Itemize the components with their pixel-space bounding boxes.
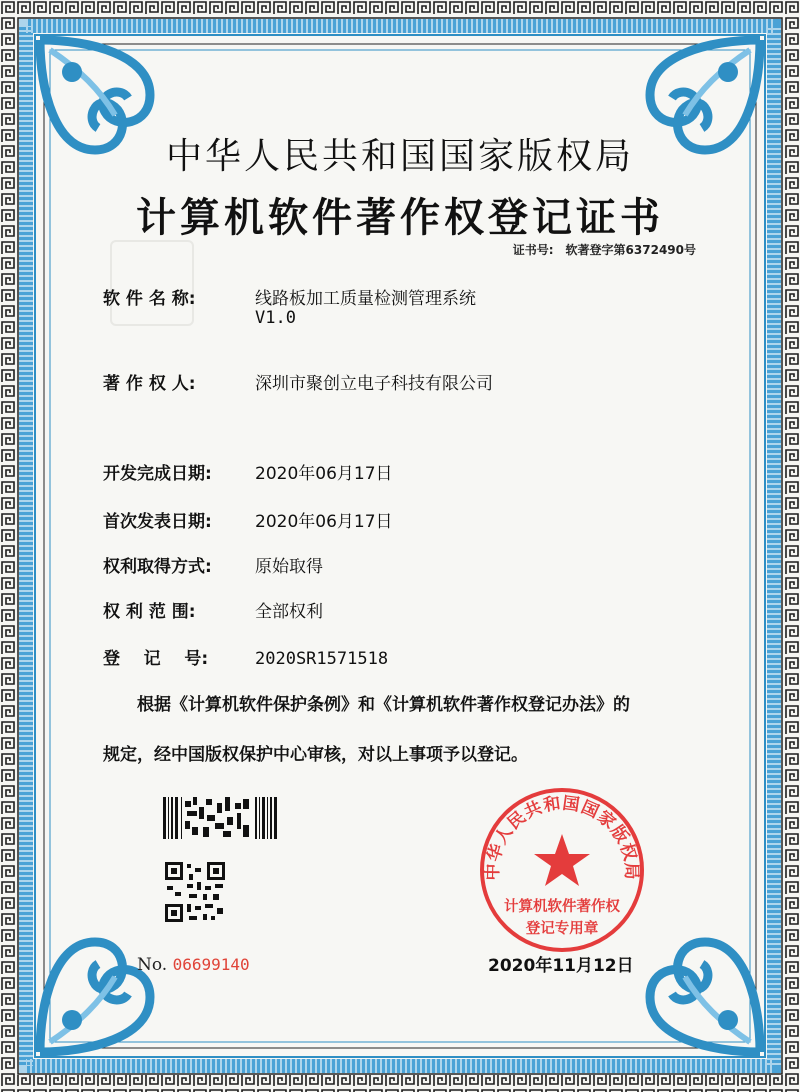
field-copyright-owner (103, 369, 493, 394)
corner-ornament-bottom-right (650, 942, 760, 1052)
document-title: 计算机软件著作权登记证书 (136, 195, 664, 241)
field-value: 2020年06月17日 (255, 464, 393, 484)
field-software-name (103, 284, 476, 309)
serial-value: 06699140 (172, 955, 250, 974)
field-software-version (103, 308, 296, 328)
field-rights-scope (103, 597, 323, 622)
issuing-authority: 中华人民共和国国家版权局 (165, 136, 634, 177)
serial-prefix: No. (137, 955, 168, 975)
corner-ornament-bottom-left (40, 942, 150, 1052)
field-publication-date (103, 507, 393, 532)
field-value: 2020年06月17日 (255, 512, 393, 532)
field-acquisition-method (103, 552, 323, 577)
field-registration-number (103, 644, 388, 669)
svg-text:中华人民共和国国家版权局: 中华人民共和国国家版权局 (482, 793, 642, 881)
field-label: 开发完成日期: (103, 464, 212, 484)
statement-paragraph (103, 680, 723, 780)
field-value: 原始取得 (255, 557, 323, 577)
field-value: 深圳市聚创立电子科技有限公司 (255, 374, 493, 394)
serial-number (137, 955, 250, 975)
field-development-date (103, 459, 393, 484)
field-label: 首次发表日期: (103, 512, 212, 532)
barcode (163, 797, 278, 839)
certificate-number (513, 241, 696, 258)
field-label: 权利取得方式: (103, 557, 212, 577)
statement-line-1: 根据《计算机软件保护条例》和《计算机软件著作权登记办法》的 (137, 695, 630, 715)
field-value: 线路板加工质量检测管理系统 (255, 289, 476, 309)
seal-center-line-2: 登记专用章 (525, 921, 599, 937)
issue-date: 2020年11月12日 (488, 956, 634, 976)
certificate-number-value: 软著登字第6372490号 (565, 243, 696, 257)
field-label: 登 记 号: (103, 649, 209, 669)
certificate-number-label: 证书号: (512, 243, 554, 257)
field-value-version: V1.0 (255, 308, 296, 328)
field-label: 著 作 权 人: (103, 374, 196, 394)
field-value: 2020SR1571518 (255, 649, 389, 669)
seal-center-line-1: 计算机软件著作权 (504, 899, 620, 915)
qr-code (165, 862, 225, 922)
statement-line-2: 规定，经中国版权保护中心审核，对以上事项予以登记。 (103, 745, 528, 765)
field-label: 权 利 范 围: (103, 602, 196, 622)
field-label: 软 件 名 称: (103, 289, 196, 309)
field-value: 全部权利 (255, 602, 323, 622)
